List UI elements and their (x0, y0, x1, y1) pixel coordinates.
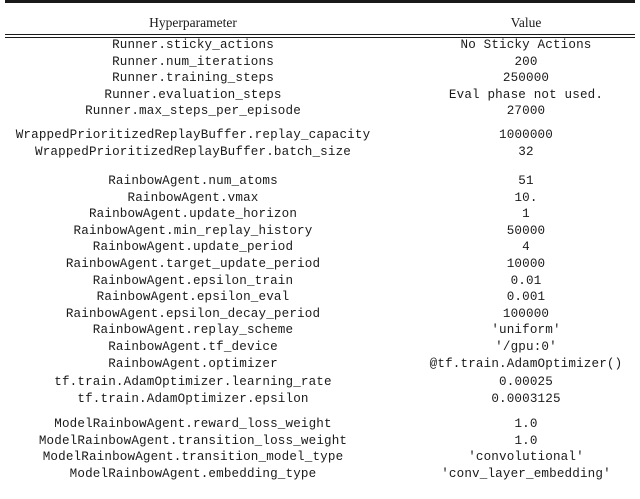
table-row (0, 173, 640, 190)
param-value: 4 (522, 240, 530, 255)
table-header (5, 15, 635, 33)
param-value: 200 (514, 54, 538, 69)
table-row (0, 356, 640, 373)
table-row (0, 391, 640, 408)
param-name: WrappedPrioritizedReplayBuffer.batch_size (34, 144, 352, 159)
table-row (0, 37, 640, 54)
table-row (0, 466, 640, 483)
param-name: RainbowAgent.epsilon_eval (96, 290, 290, 305)
table-row (0, 127, 640, 144)
param-value: Eval phase not used. (448, 87, 604, 102)
param-value: '/gpu:0' (495, 339, 557, 354)
param-name: RainbowAgent.target_update_period (65, 256, 321, 271)
group-runner (0, 37, 640, 120)
param-value: 10000 (506, 256, 546, 271)
table-row (0, 306, 640, 323)
group-rainbow-agent (0, 173, 640, 372)
header-value: Value (510, 15, 542, 30)
table-row (0, 416, 640, 433)
param-value: 1 (522, 207, 530, 222)
param-name: ModelRainbowAgent.reward_loss_weight (54, 417, 332, 431)
param-name: Runner.sticky_actions (112, 38, 274, 52)
param-value: 0.01 (510, 273, 542, 288)
param-value: 0.00025 (499, 375, 553, 389)
header-rule-top (5, 34, 635, 35)
param-value: 27000 (506, 104, 546, 119)
param-name: ModelRainbowAgent.transition_model_type (42, 450, 344, 465)
param-value: 0.001 (506, 290, 546, 305)
param-name: tf.train.AdamOptimizer.learning_rate (54, 375, 332, 389)
table-row (0, 239, 640, 256)
param-value: 'conv_layer_embedding' (441, 466, 611, 481)
param-name: ModelRainbowAgent.transition_loss_weight (38, 433, 348, 448)
param-name: RainbowAgent.vmax (127, 190, 259, 205)
table-row (0, 339, 640, 356)
param-value: 1.0 (514, 433, 538, 448)
param-value: 250000 (502, 71, 550, 86)
table-row (0, 322, 640, 339)
table-row (0, 256, 640, 273)
table-row (0, 289, 640, 306)
param-name: RainbowAgent.epsilon_decay_period (65, 306, 321, 321)
param-name: RainbowAgent.update_period (92, 240, 294, 255)
param-name: Runner.training_steps (112, 71, 274, 86)
table-row (0, 449, 640, 466)
param-value: 50000 (506, 223, 546, 238)
table-row (0, 144, 640, 161)
table-row (0, 223, 640, 240)
table-row (0, 273, 640, 290)
top-rule (5, 0, 635, 3)
param-value: 51 (518, 174, 534, 188)
param-name: ModelRainbowAgent.embedding_type (69, 466, 317, 481)
param-name: RainbowAgent.tf_device (108, 339, 278, 354)
table-row (0, 433, 640, 450)
param-value: 'convolutional' (468, 450, 584, 465)
param-name: Runner.num_iterations (112, 54, 274, 69)
param-name: Runner.max_steps_per_episode (85, 104, 301, 119)
param-value: 0.0003125 (491, 391, 561, 406)
param-name: RainbowAgent.optimizer (108, 356, 278, 371)
param-name: WrappedPrioritizedReplayBuffer.replay_capacity (15, 128, 371, 142)
param-name: Runner.evaluation_steps (104, 87, 282, 102)
param-value: 'uniform' (491, 323, 561, 338)
group-adam-optimizer (0, 374, 640, 407)
param-value: 10. (514, 190, 538, 205)
param-value: 100000 (502, 306, 550, 321)
table-row (0, 70, 640, 87)
param-value: @tf.train.AdamOptimizer() (429, 356, 623, 371)
table-row (0, 87, 640, 104)
group-model-rainbow-agent (0, 416, 640, 482)
param-value: 1.0 (514, 417, 538, 431)
param-name: tf.train.AdamOptimizer.epsilon (77, 391, 309, 406)
param-name: RainbowAgent.replay_scheme (92, 323, 294, 338)
group-replay-buffer (0, 127, 640, 160)
table-row (0, 206, 640, 223)
table-row (0, 54, 640, 71)
param-value: 1000000 (499, 128, 553, 142)
param-value: No Sticky Actions (460, 38, 592, 52)
param-value: 32 (518, 144, 534, 159)
param-name: RainbowAgent.min_replay_history (73, 223, 313, 238)
table-row (0, 374, 640, 391)
param-name: RainbowAgent.update_horizon (88, 207, 298, 222)
header-hyperparameter: Hyperparameter (149, 15, 237, 30)
param-name: RainbowAgent.num_atoms (108, 174, 278, 188)
table-row (0, 103, 640, 120)
table-row (0, 190, 640, 207)
param-name: RainbowAgent.epsilon_train (92, 273, 294, 288)
